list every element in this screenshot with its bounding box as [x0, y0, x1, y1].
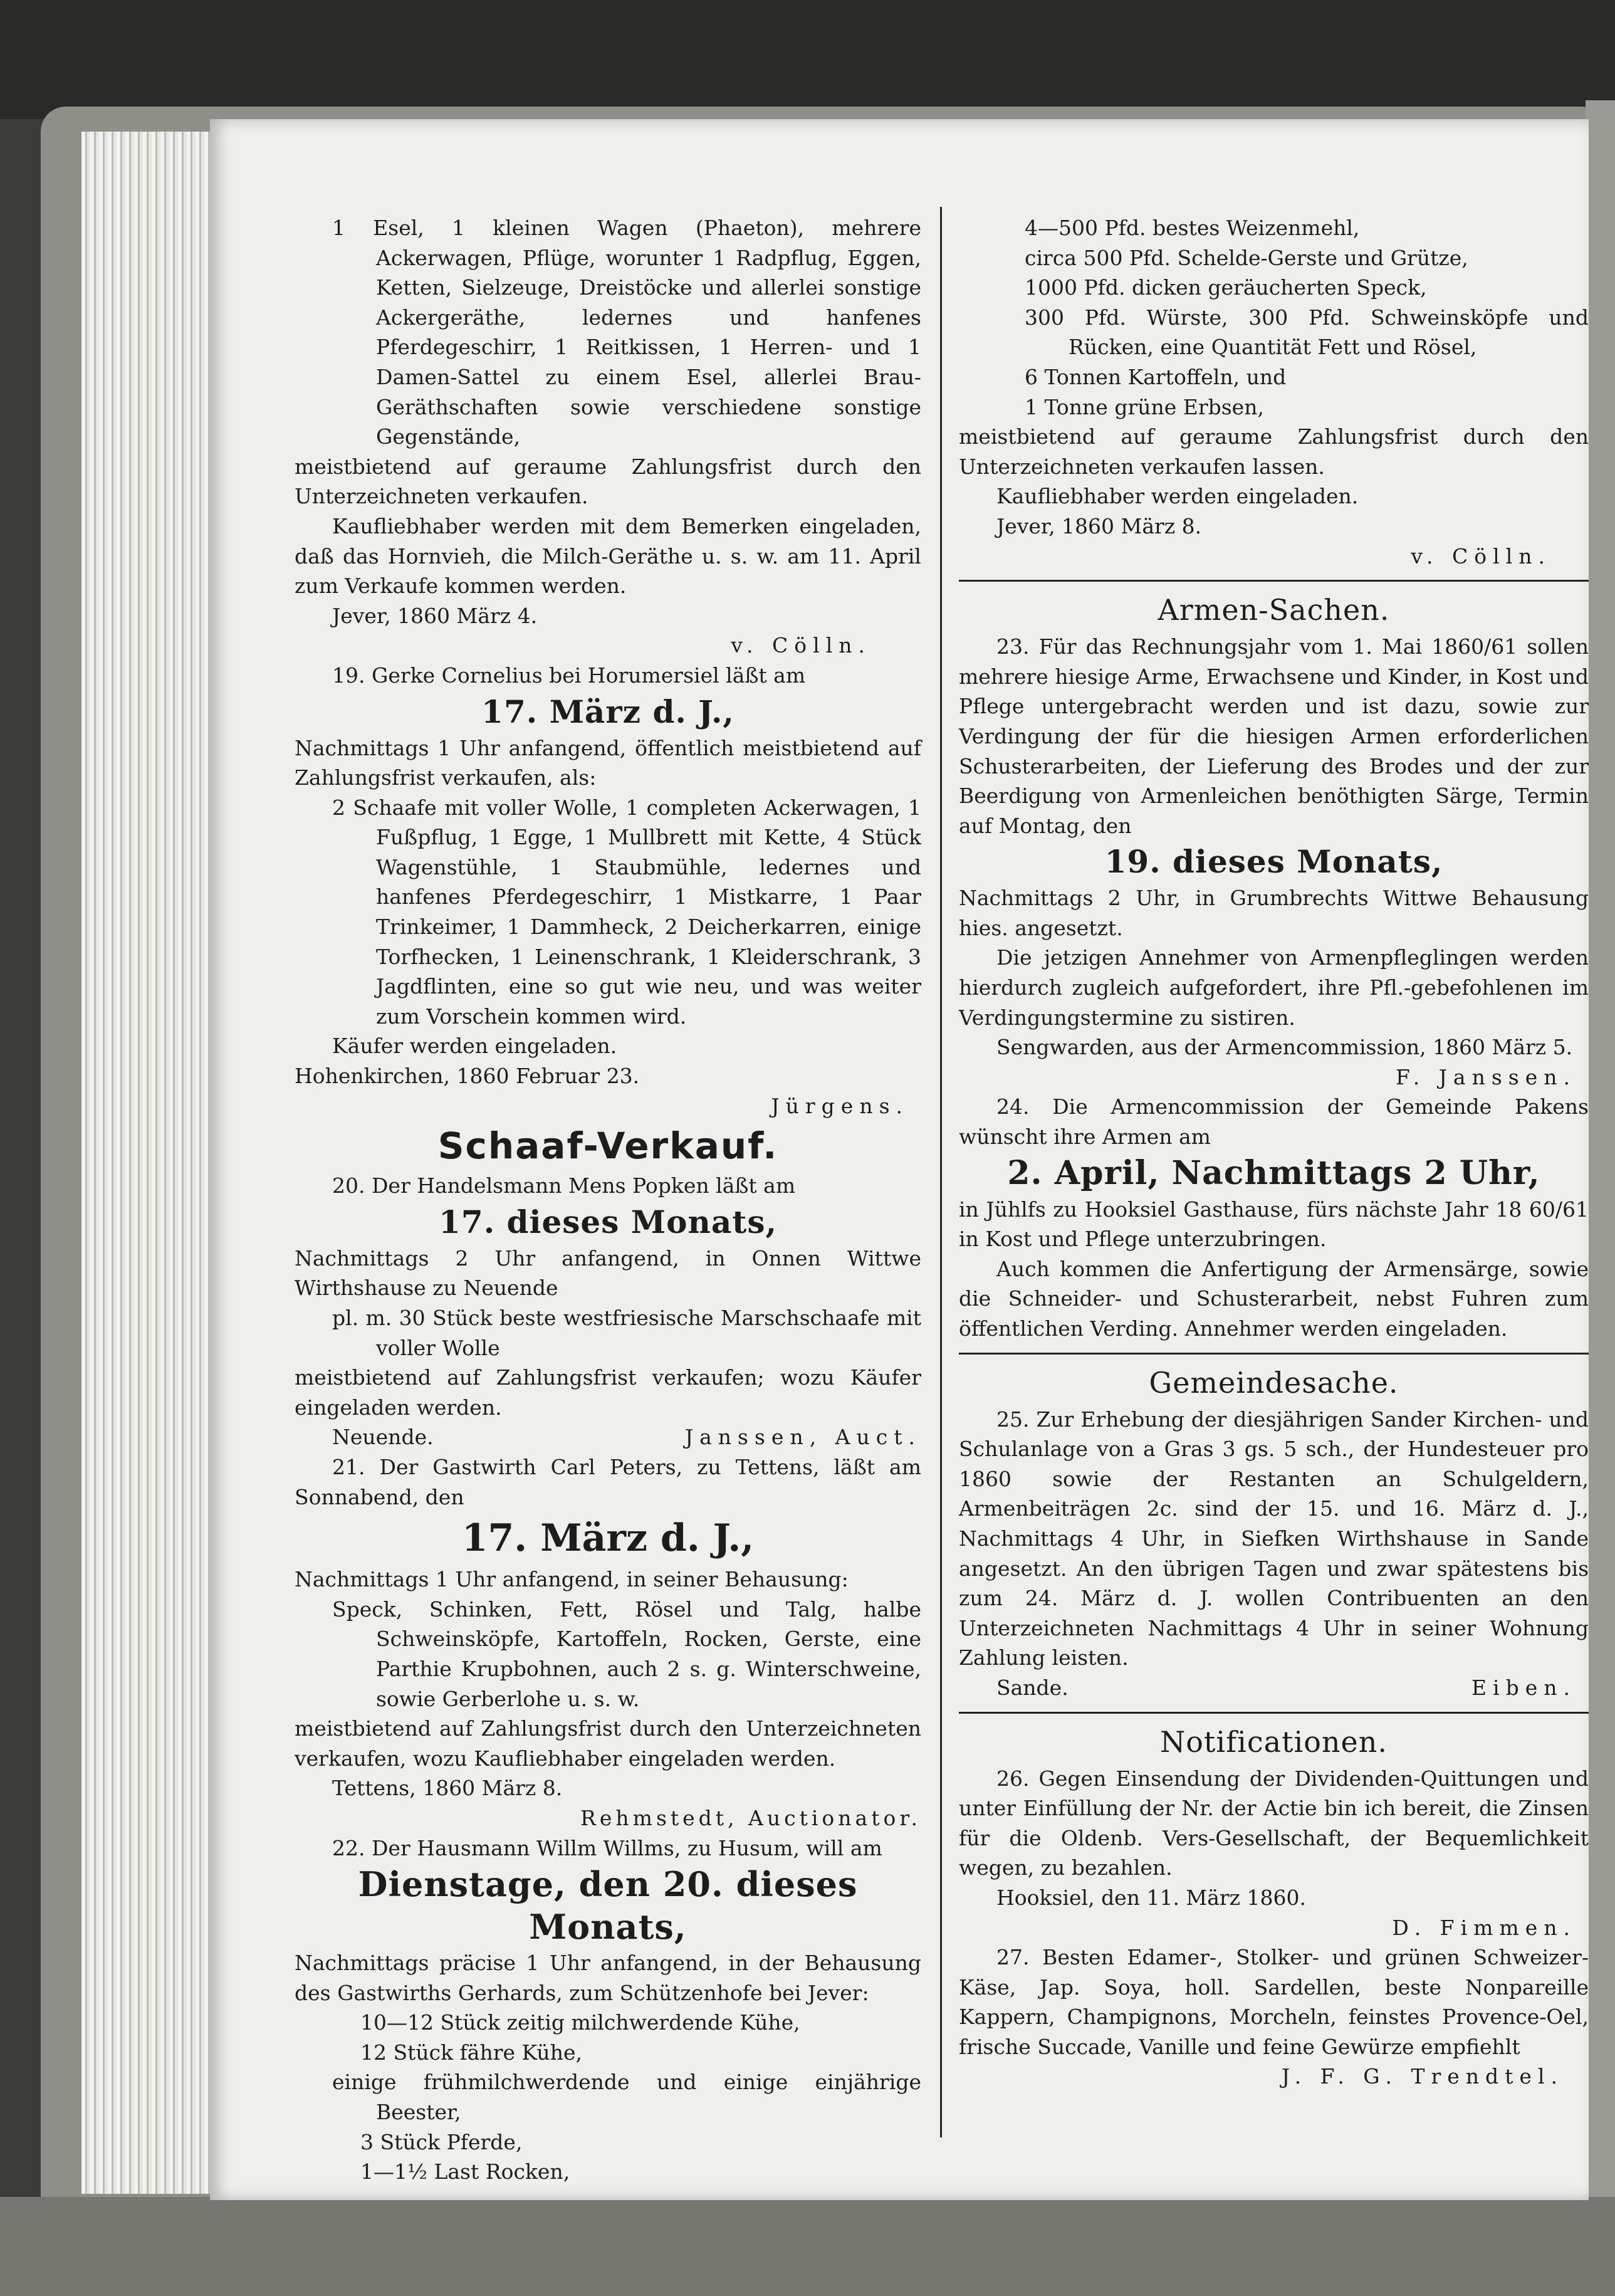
paragraph: meistbietend auf geraume Zahlungsfrist durch den Unterzeichneten verkaufen.: [295, 454, 921, 509]
signature: D. Fimmen.: [1392, 1915, 1576, 1940]
auction-item: 6 Tonnen Kartoffeln, und: [1025, 364, 1287, 389]
section-heading: Armen-Sachen.: [1158, 593, 1390, 627]
paragraph: 25. Zur Erhebung der diesjährigen Sander Kirchen- und Schulanlage von a Gras 3 gs. 5 sch., der Hundesteuer pro 1860 sowie der Restanten an Schulgeldern, Armenbeiträgen 2c. sind der 15. und 16. März d. J., Nachmittags 4 Uhr, in Siefken Wirthshause in Sande angesetzt. An den übrigen Tagen und zwar spätestens bis zum 24. März d. J. wollen Contribuenten an den Unterzeichneten Nachmittags 4 Uhr in seiner Wohnung Zahlung leisten.: [959, 1407, 1589, 1670]
section-divider: [959, 1712, 1589, 1714]
signature: Janssen, Auct.: [684, 1425, 921, 1450]
auction-item: 1—1½ Last Rocken,: [360, 2159, 570, 2184]
notice-intro: 20. Der Handelsmann Mens Popken läßt am: [332, 1173, 796, 1198]
place-date: Hooksiel, den 11. März 1860.: [996, 1885, 1307, 1910]
place: Neuende.: [332, 1425, 434, 1450]
signature: Eiben.: [1471, 1675, 1576, 1700]
newspaper-page: [210, 119, 1589, 2200]
place-signature-line: [295, 1422, 921, 1452]
paragraph: Auch kommen die Anfertigung der Armensärge, sowie die Schneider- und Schusterarbeit, nebst Fuhren zum öffentlichen Verding. Annehmer werden eingeladen.: [959, 1256, 1589, 1341]
auction-item: 4—500 Pfd. bestes Weizenmehl,: [1025, 216, 1360, 240]
scan-background: [0, 0, 1615, 119]
cover-edge: [1586, 100, 1615, 2231]
section-heading: Notificationen.: [1159, 1724, 1388, 1759]
paragraph: Käufer werden eingeladen.: [332, 1034, 617, 1059]
column-divider: [940, 207, 942, 2137]
paragraph: Nachmittags 2 Uhr anfangend, in Onnen Wittwe Wirthshause zu Neuende: [295, 1245, 921, 1301]
place-date: Sengwarden, aus der Armencommission, 1860 März 5.: [996, 1035, 1573, 1060]
paragraph: Nachmittags 2 Uhr, in Grumbrechts Wittwe Behausung hies. angesetzt.: [959, 886, 1589, 940]
auction-item: 300 Pfd. Würste, 300 Pfd. Schweinsköpfe und Rücken, eine Quantität Fett und Rösel,: [1025, 305, 1589, 360]
auction-item: 10—12 Stück zeitig milchwerdende Kühe,: [360, 2010, 800, 2035]
page-edges: [81, 132, 216, 2194]
auction-item: 1 Tonne grüne Erbsen,: [1025, 394, 1264, 419]
paragraph: Kaufliebhaber werden mit dem Bemerken eingeladen, daß das Hornvieh, die Milch-Geräthe u. s. w. am 11. April zum Verkaufe kommen werden.: [295, 513, 921, 599]
auction-item: 1000 Pfd. dicken geräucherten Speck,: [1025, 275, 1427, 300]
paragraph: meistbietend auf Zahlungsfrist verkaufen; wozu Käufer eingeladen werden.: [295, 1365, 921, 1420]
signature: v. Cölln.: [731, 633, 871, 658]
section-heading: Schaaf-Verkauf.: [437, 1124, 778, 1168]
signature: Rehmstedt, Auctionator.: [580, 1805, 921, 1830]
date-heading: 17. dieses Monats,: [439, 1203, 777, 1240]
date-heading: Dienstage, den 20. dieses Monats,: [358, 1864, 858, 1947]
section-divider: [959, 580, 1589, 582]
date-heading: 2. April, Nachmittags 2 Uhr,: [1007, 1153, 1540, 1192]
auction-item-list: pl. m. 30 Stück beste westfriesische Marschschaafe mit voller Wolle: [332, 1306, 921, 1360]
auction-item-list: 2 Schaafe mit voller Wolle, 1 completen Ackerwagen, 1 Fußpflug, 1 Egge, 1 Mullbrett mit Kette, 4 Stück Wagenstühle, 1 Staubmühle, ledernes und hanfenes Pferdegeschirr, 1 Mistkarre, 1 Paar Trinkeimer, 1 Dammheck, 2 Deicherkarren, einige Torfhecken, 1 Leinenschrank, 1 Kleiderschrank, 3 Jagdflinten, eine so gut wie neu, und was weiter zum Vorschein kommen wird.: [332, 795, 921, 1029]
auction-item-list: 1 Esel, 1 kleinen Wagen (Phaeton), mehrere Ackerwagen, Pflüge, worunter 1 Radpflug, Eggen, Ketten, Sielzeuge, Dreistöcke und allerlei sonstige Ackergeräthe, ledernes und hanfenes Pferdegeschirr, 1 Reitkissen, 1 Herren- und 1 Damen-Sattel zu einem Esel, allerlei Brau-Geräthschaften sowie verschiedene sonstige Gegenstände,: [332, 216, 921, 449]
signature: v. Cölln.: [1411, 543, 1551, 569]
paragraph: Nachmittags 1 Uhr anfangend, in seiner Behausung:: [295, 1567, 849, 1592]
section-heading: Gemeindesache.: [1149, 1365, 1399, 1400]
date-heading: 19. dieses Monats,: [1104, 843, 1443, 881]
paragraph: Nachmittags präcise 1 Uhr anfangend, in der Behausung des Gastwirths Gerhards, zum Schützenhofe bei Jever:: [295, 1951, 921, 2005]
notice-intro: 24. Die Armencommission der Gemeinde Pakens wünscht ihre Armen am: [959, 1094, 1589, 1150]
place-date: Hohenkirchen, 1860 Februar 23.: [295, 1064, 640, 1089]
scan-background-bottom: [0, 2197, 1615, 2296]
auction-item: 3 Stück Pferde,: [360, 2129, 523, 2154]
auction-item-list: Speck, Schinken, Fett, Rösel und Talg, halbe Schweinsköpfe, Kartoffeln, Rocken, Gerste, eine Parthie Krupbohnen, auch 2 s. g. Winterschweine, sowie Gerberlohe u. s. w.: [332, 1596, 921, 1711]
signature: Jürgens.: [771, 1093, 909, 1118]
paragraph: meistbietend auf Zahlungsfrist durch den Unterzeichneten verkaufen, wozu Kaufliebhaber eingeladen werden.: [295, 1716, 921, 1771]
place-date: Jever, 1860 März 4.: [332, 603, 538, 628]
place-date: Tettens, 1860 März 8.: [332, 1776, 563, 1801]
right-column: [959, 213, 1589, 2092]
date-heading: 17. März d. J.,: [481, 693, 734, 730]
paragraph: 23. Für das Rechnungsjahr vom 1. Mai 1860/61 sollen mehrere hiesige Arme, Erwachsene und Kinder, in Kost und Pflege untergebracht werden und ist dazu, sowie zur Verdingung der für die hiesigen Armen erforderlichen Schusterarbeiten, der Lieferung des Brodes und der zur Beerdigung von Armenleichen benöthigten Särge, Termin auf Montag, den: [959, 634, 1589, 838]
signature: J. F. G. Trendtel.: [1281, 2064, 1564, 2089]
left-column: [295, 213, 921, 2187]
paragraph: 26. Gegen Einsendung der Dividenden-Quittungen und unter Einfüllung der Nr. der Actie bin ich bereit, die Zinsen für die Oldenb. Vers-Gesellschaft, der Bequemlichkeit wegen, zu bezahlen.: [959, 1766, 1589, 1880]
place: Sande.: [996, 1675, 1069, 1700]
auction-item: circa 500 Pfd. Schelde-Gerste und Grütze,: [1025, 245, 1468, 270]
paragraph: meistbietend auf geraume Zahlungsfrist durch den Unterzeichneten verkaufen lassen.: [959, 424, 1589, 479]
place-signature-line: [959, 1673, 1589, 1703]
notice-intro: 22. Der Hausmann Willm Willms, zu Husum, will am: [332, 1835, 882, 1860]
section-divider: [959, 1353, 1589, 1355]
paragraph: Nachmittags 1 Uhr anfangend, öffentlich meistbietend auf Zahlungsfrist verkaufen, als:: [295, 735, 921, 790]
signature: F. Janssen.: [1395, 1064, 1576, 1089]
notice-intro: 21. Der Gastwirth Carl Peters, zu Tettens, läßt am Sonnabend, den: [295, 1454, 921, 1509]
auction-item: einige frühmilchwerdende und einige einjährige Beester,: [332, 2070, 921, 2125]
paragraph: Die jetzigen Annehmer von Armenpfleglingen werden hierdurch zugleich aufgefordert, ihre Pfl.-gebefohlenen im Verdingungstermine zu sistiren.: [959, 945, 1589, 1030]
paragraph: in Jühlfs zu Hooksiel Gasthause, fürs nächste Jahr 18 60/61 in Kost und Pflege unterzubringen.: [959, 1197, 1589, 1252]
auction-item: 12 Stück fähre Kühe,: [360, 2040, 582, 2065]
date-heading: 17. März d. J.,: [461, 1516, 755, 1561]
notice-intro: 19. Gerke Cornelius bei Horumersiel läßt am: [332, 663, 806, 688]
place-date: Jever, 1860 März 8.: [996, 513, 1202, 538]
paragraph: Kaufliebhaber werden eingeladen.: [996, 484, 1359, 509]
paragraph: 27. Besten Edamer-, Stolker- und grünen Schweizer-Käse, Jap. Soya, holl. Sardellen, beste Nonpareille Kappern, Champignons, Morcheln, feinstes Provence-Oel, frische Succade, Vanille und feine Gewürze empfiehlt: [959, 1945, 1589, 2059]
